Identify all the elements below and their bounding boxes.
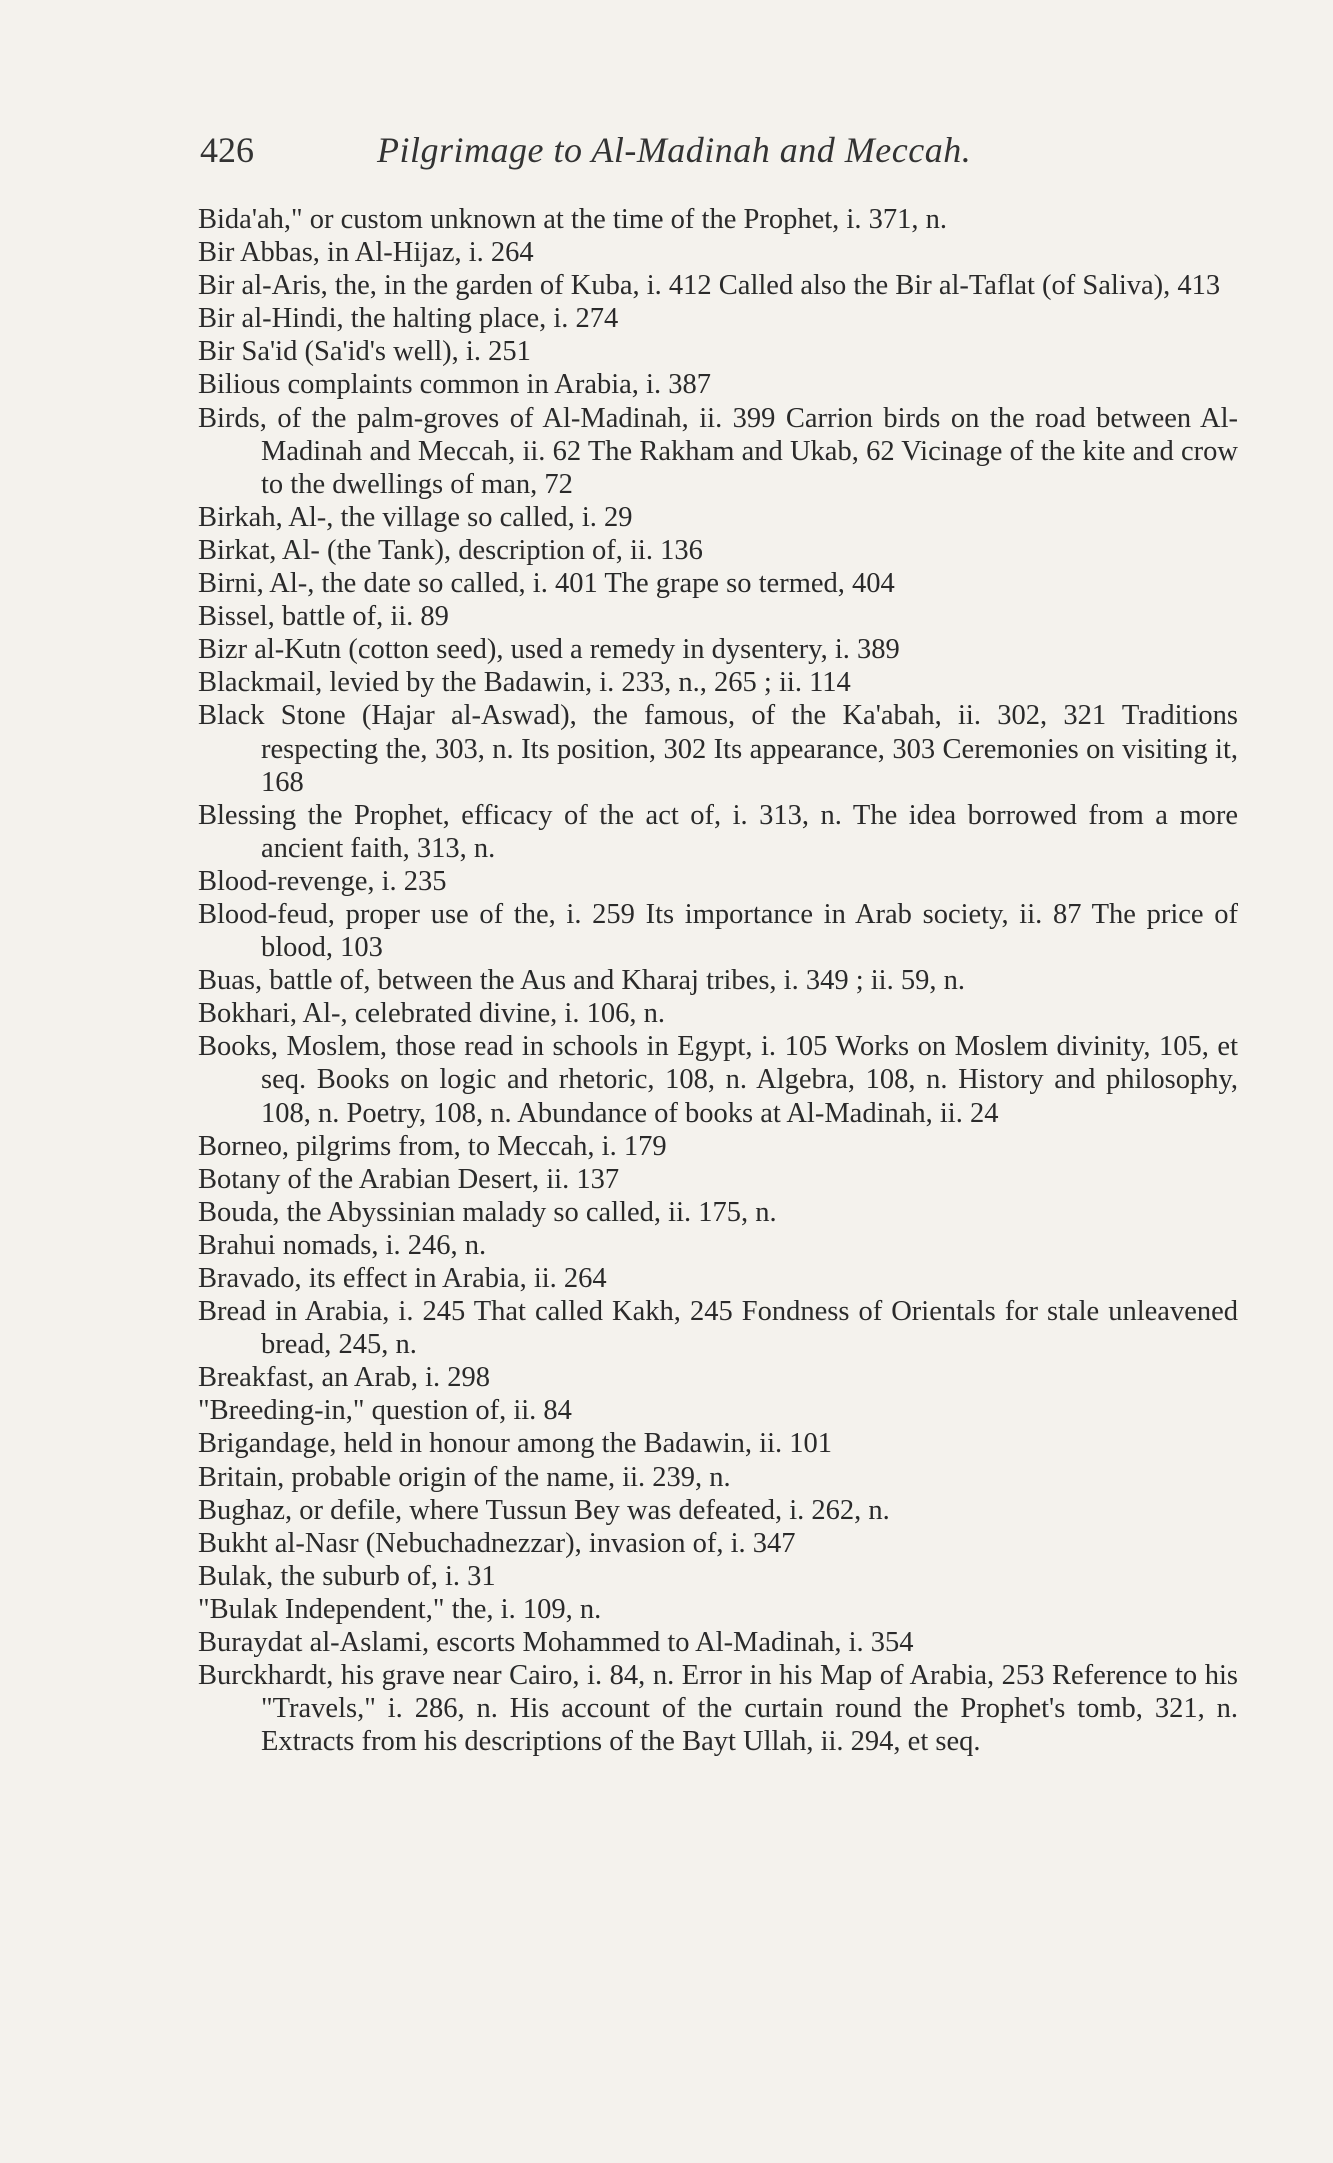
- index-entry: Blood-revenge, i. 235: [198, 865, 447, 897]
- index-entry: Bir al-Hindi, the halting place, i. 274: [198, 303, 619, 335]
- page-number: 426: [200, 130, 254, 170]
- index-entry: Bissel, battle of, ii. 89: [198, 601, 449, 633]
- index-entry: Bir Sa'id (Sa'id's well), i. 251: [198, 336, 531, 368]
- index-entry: Brahui nomads, i. 246, n.: [198, 1229, 487, 1261]
- index-entry: Breakfast, an Arab, i. 298: [198, 1362, 491, 1394]
- index-entry: "Breeding-in," question of, ii. 84: [198, 1395, 572, 1427]
- index-entry: Burckhardt, his grave near Cairo, i. 84, n. Error in his Map of Arabia, 253 Reference to his "Travels," i. 286, n. His account of the curtain round the Prophet's tomb, 321, n. Extracts from his descriptions of the Bayt Ullah, ii. 294, et seq.: [198, 1660, 1238, 1758]
- index-entry: Blessing the Prophet, efficacy of the act of, i. 313, n. The idea borrowed from a more ancient faith, 313, n.: [198, 799, 1238, 864]
- index-entry: Borneo, pilgrims from, to Meccah, i. 179: [198, 1130, 667, 1162]
- index-entry: Birkat, Al- (the Tank), description of, ii. 136: [198, 534, 703, 566]
- index-entry: Black Stone (Hajar al-Aswad), the famous, of the Ka'abah, ii. 302, 321 Traditions respecting the, 303, n. Its position, 302 Its appearance, 303 Ceremonies on visiting it, 168: [198, 700, 1238, 798]
- index-entry: Brigandage, held in honour among the Badawin, ii. 101: [198, 1428, 832, 1460]
- index-entry: Bida'ah," or custom unknown at the time of the Prophet, i. 371, n.: [198, 204, 947, 235]
- index-entry: Bokhari, Al-, celebrated divine, i. 106, n.: [198, 998, 665, 1030]
- index-entry: Bravado, its effect in Arabia, ii. 264: [198, 1263, 607, 1294]
- index-entry: Blackmail, levied by the Badawin, i. 233, n., 265 ; ii. 114: [198, 667, 851, 699]
- page-header: [200, 126, 1140, 174]
- index-entry: Buas, battle of, between the Aus and Kharaj tribes, i. 349 ; ii. 59, n.: [198, 965, 965, 997]
- index-entry: Birds, of the palm-groves of Al-Madinah, ii. 399 Carrion birds on the road between Al-Madinah and Meccah, ii. 62 The Rakham and Ukab, 62 Vicinage of the kite and crow to the dwellings of man, 72: [198, 402, 1238, 500]
- running-title: Pilgrimage to Al-Madinah and Meccah.: [377, 130, 972, 170]
- index-entry: Bizr al-Kutn (cotton seed), used a remedy in dysentery, i. 389: [198, 634, 900, 666]
- index-entry: Bir Abbas, in Al-Hijaz, i. 264: [198, 237, 534, 269]
- index-entry: Bilious complaints common in Arabia, i. 387: [198, 369, 711, 401]
- index-entry: Birkah, Al-, the village so called, i. 29: [198, 501, 633, 533]
- index-entry: Bukht al-Nasr (Nebuchadnezzar), invasion of, i. 347: [198, 1527, 796, 1559]
- index-entry: Blood-feud, proper use of the, i. 259 Its importance in Arab society, ii. 87 The price of blood, 103: [198, 898, 1238, 964]
- index-entry: Buraydat al-Aslami, escorts Mohammed to Al-Madinah, i. 354: [198, 1627, 914, 1659]
- index-entry: Britain, probable origin of the name, ii. 239, n.: [198, 1461, 731, 1493]
- index-entry: Bulak, the suburb of, i. 31: [198, 1560, 496, 1592]
- index-entry: Books, Moslem, those read in schools in Egypt, i. 105 Works on Moslem divinity, 105, et seq. Books on logic and rhetoric, 108, n. Algebra, 108, n. History and philosophy, 108, n. Poetry, 108, n. Abundance of books at Al-Madinah, ii. 24: [198, 1031, 1238, 1129]
- index-entry: Botany of the Arabian Desert, ii. 137: [198, 1163, 620, 1195]
- index-entry: Bread in Arabia, i. 245 That called Kakh, 245 Fondness of Orientals for stale unleavened bread, 245, n.: [198, 1296, 1238, 1361]
- index-entry: Birni, Al-, the date so called, i. 401 The grape so termed, 404: [198, 568, 895, 600]
- index-entry: Bughaz, or defile, where Tussun Bey was defeated, i. 262, n.: [198, 1494, 890, 1526]
- index-entry: "Bulak Independent," the, i. 109, n.: [198, 1593, 602, 1625]
- index-entry: Bouda, the Abyssinian malady so called, ii. 175, n.: [198, 1196, 777, 1228]
- index-entry: Bir al-Aris, the, in the garden of Kuba, i. 412 Called also the Bir al-Taflat (of Saliva), 413: [198, 270, 1221, 302]
- index-entries: [198, 203, 1238, 1758]
